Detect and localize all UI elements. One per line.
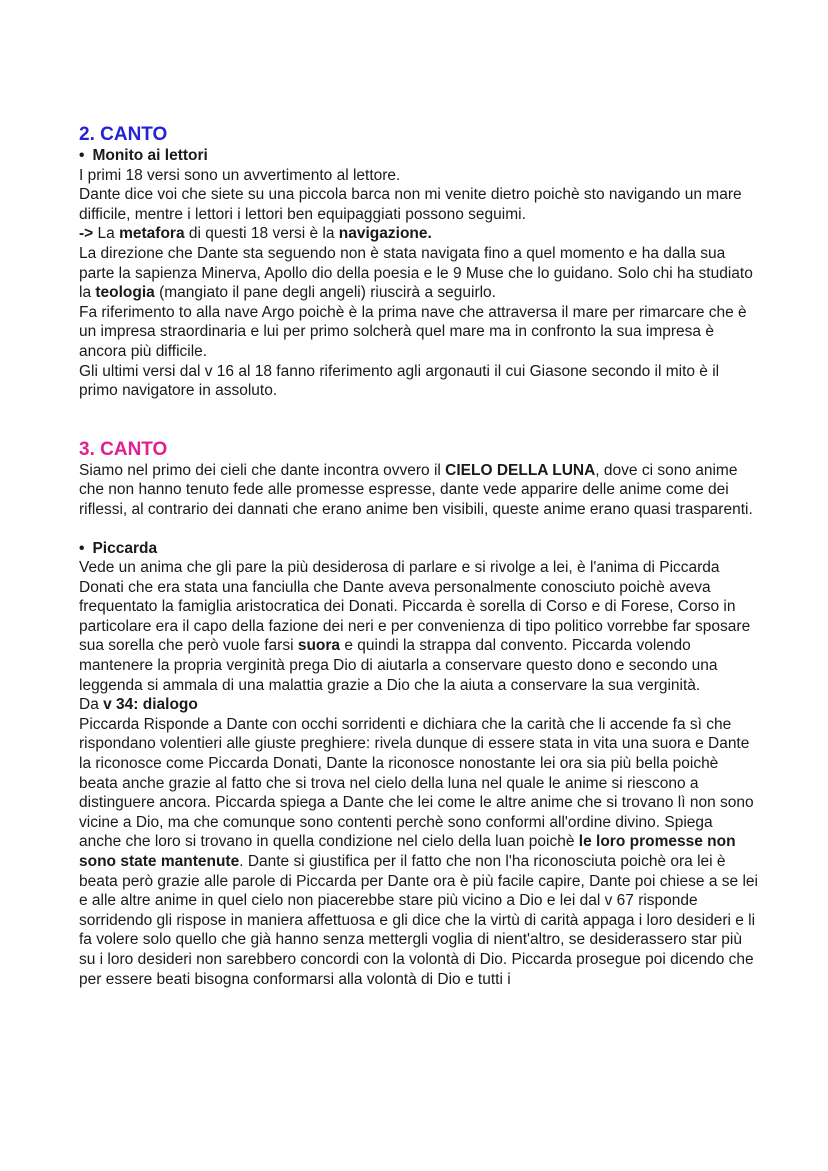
promesse-term: le loro promesse non sono state mantenute (79, 833, 736, 870)
metafora-term: metafora (119, 225, 185, 243)
c3p4-text-a: Piccarda Risponde a Dante con occhi sorridenti e dichiara che la carità che li accende fa sì che rispondano volentieri alle giuste preghiere: rivela dunque di essere stata in vita una suora e Dante la riconosce come Piccarda Donati, Dante la riconosce nonostante lei ora sia più bella poichè beata anche grazie al fatto che si trova nel cielo della luna nel quale le anime si riescono a distinguere ancora. Piccarda spiega a Dante che lei come le altre anime che si trovano lì non sono vicine a Dio, ma che comunque sono contenti perchè sono conformi all'ordine divino. Spiega anche che loro si trovano in quella condizione nel cielo della luan poichè (79, 715, 754, 851)
canto-2-heading: 2. CANTO (79, 124, 168, 145)
canto-3-paragraph-2 (79, 558, 759, 695)
cielo-luna-term: CIELO DELLA LUNA (445, 461, 596, 479)
bullet-monito (79, 146, 759, 166)
canto-3-paragraph-3 (79, 695, 759, 715)
navigazione-term: navigazione. (338, 225, 432, 243)
dialogo-term: v 34: dialogo (103, 696, 198, 714)
canto-2-paragraph-2: Dante dice voi che siete su una piccola barca non mi venite dietro poichè sto navigando un mare difficile, mentre i lettori i lettori ben equipaggiati possono seguimi. (79, 186, 742, 223)
canto-3-heading: 3. CANTO (79, 438, 168, 460)
teologia-term: teologia (95, 284, 155, 302)
canto-2-paragraph-1: I primi 18 versi sono un avvertimento al lettore. (79, 166, 401, 184)
canto-3-paragraph-1 (79, 461, 759, 520)
arrow-marker: -> (79, 225, 98, 243)
c3p2-text-a: Vede un anima che gli pare la più desiderosa di parlare e si rivolge a lei, è l'anima di Piccarda Donati che era stata una fanciulla che Dante aveva personalmente conosciuto poichè aveva frequentato la famiglia aristocratica dei Donati. Piccarda è sorella di Corso e di Forese, Corso in particolare era il capo della fazione dei neri e per convenienza di tipo politico vorrebbe far sposare sua sorella che però vuole farsi (79, 559, 751, 655)
canto-2-paragraph-6: Gli ultimi versi dal v 16 al 18 fanno riferimento agli argonauti il cui Giasone secondo il mito è il primo navigatore in assoluto. (79, 362, 720, 400)
p4-text-b: (mangiato il pane degli angeli) riuscirà a seguirlo. (154, 284, 496, 302)
p4-text-a: La direzione che Dante sta seguendo non è stata navigata fino a quel momento e ha dalla sua parte la sapienza Minerva, Apollo dio della poesia e le 9 Muse che lo guidano. Solo chi ha studiato la (79, 244, 753, 302)
document-page (79, 124, 759, 989)
canto-2-paragraph-3 (79, 224, 759, 244)
canto-2-paragraph-4 (79, 244, 759, 303)
c3p3-text-a: Da (79, 696, 104, 714)
bullet-dot-icon: • (79, 539, 85, 557)
suora-term: suora (297, 637, 341, 655)
c3p4-text-b: . Dante si giustifica per il fatto che non l'ha riconosciuta poichè ora lei è beata però grazie alle parole di Piccarda per Dante ora è più facile capire, Dante poi chiese a se lei e alle altre anime in quel cielo non piacerebbe stare più vicino a Dio e lei dal v 67 risponde sorridendo gli rispose in maniera affettuosa e gli dice che la virtù di carità appaga i loro desideri e li fa volere solo quello che già hanno senza mettergli voglia di nient'altro, se desiderassero star più su i loro desideri non sarebbero concordi con la volontà di Dio. Piccarda prosegue poi dicendo che per essere beati bisogna conformarsi alla volontà di Dio e tutti i (79, 853, 758, 988)
p3-text-a: La (97, 225, 120, 243)
c3p1-text-b: , dove ci sono anime che non hanno tenuto fede alle promesse espresse, dante vede apparire delle anime come dei riflessi, al contrario dei dannati che erano anime ben visibili, queste anime erano quasi trasparenti. (79, 461, 753, 518)
c3p1-text-a: Siamo nel primo dei cieli che dante incontra ovvero il (79, 461, 446, 479)
bullet-piccarda (79, 539, 759, 559)
canto-3-paragraph-4 (79, 715, 759, 989)
p3-text-b: di questi 18 versi è la (184, 225, 339, 243)
bullet-dot-icon: • (79, 147, 85, 164)
bullet-monito-label: Monito ai lettori (92, 147, 208, 164)
canto-2-paragraph-5: Fa riferimento to alla nave Argo poichè è la prima nave che attraversa il mare per rimarcare che è un impresa straordinaria e lui per primo solcherà quel mare ma in confronto la sua impresa è ancora più difficile. (79, 303, 747, 360)
bullet-piccarda-label: Piccarda (92, 539, 158, 557)
c3p2-text-b: e quindi la strappa dal convento. Piccarda volendo mantenere la propria verginità prega Dio di aiutarla a conservare questo dono e secondo una leggenda si ammala di una malattia grazie a Dio che la aiuta a conservare la sua verginità. (79, 637, 718, 694)
